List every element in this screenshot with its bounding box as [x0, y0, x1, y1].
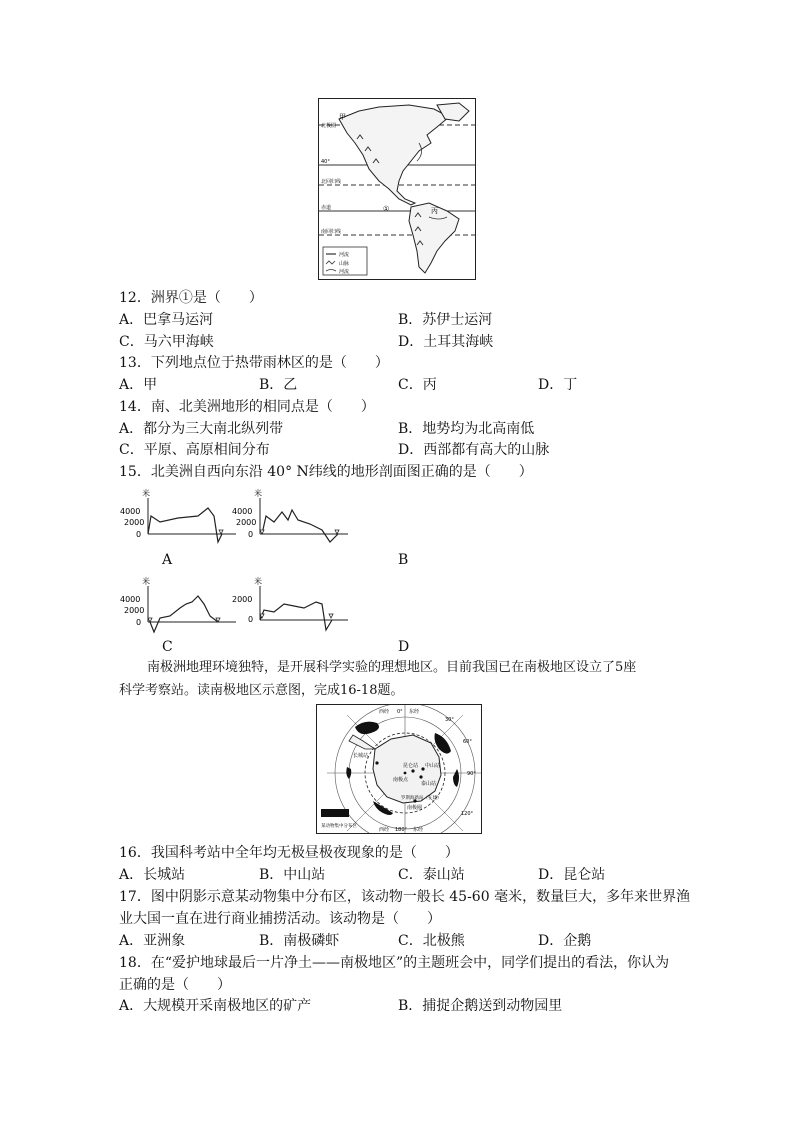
legend-label-1: 河流: [339, 252, 350, 258]
profile-b-letter[interactable]: B: [398, 552, 409, 568]
profile-d-unit: 米: [254, 577, 262, 586]
profile-c-tick-2000: 2000: [124, 606, 145, 615]
antarctica-map-drawing: [317, 705, 481, 833]
label-kunlun: 昆仑站: [403, 763, 419, 769]
profile-a-tick-4000: 4000: [120, 507, 141, 516]
profile-c: [118, 574, 238, 634]
label-east-top: 东经: [409, 709, 420, 715]
q14-option-b[interactable]: B．地势均为北高南低: [398, 421, 535, 437]
label-zhongshan: 中山站: [425, 763, 441, 769]
profile-b-tick-2000: 2000: [236, 518, 257, 527]
label-180: 180°: [395, 827, 408, 833]
q12-stem: 12．洲界①是（ ）: [119, 290, 263, 306]
q13-option-c[interactable]: C．丙: [398, 377, 437, 393]
intro-line-1: 南极洲地理环境独特，是开展科学实验的理想地区。目前我国已在南极地区设立了5座: [147, 660, 637, 675]
q16-option-a[interactable]: A．长城站: [119, 867, 186, 883]
profile-d-tick-0: 0: [248, 615, 254, 624]
q17-option-c[interactable]: C．北极熊: [398, 933, 465, 949]
q17-stem-line-1: 17．图中阴影示意某动物集中分布区，该动物一般长 45-60 毫米，数量巨大，多年来世界渔: [119, 889, 691, 905]
q14-option-a[interactable]: A．都分为三大南北纵列带: [119, 421, 284, 437]
label-60: 60°: [463, 739, 472, 745]
q16-stem: 16．我国科考站中全年均无极昼极夜现象的是（ ）: [119, 845, 459, 861]
antarctica-map: [316, 704, 482, 834]
label-antarctic-circle: 南极圈: [407, 805, 423, 811]
label-boundary-1: ①: [383, 205, 390, 213]
profile-a-tick-2000: 2000: [124, 518, 145, 527]
label-changcheng: 长城站: [353, 753, 369, 759]
americas-map: [318, 98, 476, 280]
label-40: 40°: [321, 159, 330, 165]
legend-label-2: 山脉: [339, 261, 350, 267]
q16-option-b[interactable]: B．中山站: [259, 867, 326, 883]
profile-c-tick-4000: 4000: [120, 595, 141, 604]
profile-d-letter[interactable]: D: [398, 639, 410, 655]
profile-a-tick-0: 0: [136, 530, 142, 539]
profile-d-tick-2000: 2000: [232, 595, 253, 604]
label-jia: 甲: [339, 113, 346, 121]
q18-stem-line-2: 正确的是（ ）: [119, 977, 231, 993]
profile-b: [230, 486, 350, 546]
q13-option-a[interactable]: A．甲: [119, 377, 158, 393]
label-equator: 赤道: [321, 205, 332, 211]
q16-option-c[interactable]: C．泰山站: [398, 867, 465, 883]
label-arctic-circle: 北极圈: [321, 123, 337, 129]
q12-option-d[interactable]: D．土耳其海峡: [398, 334, 494, 350]
profile-c-tick-0: 0: [136, 618, 142, 627]
label-30: 30°: [445, 717, 454, 723]
profile-c-unit: 米: [142, 577, 150, 586]
profile-b-unit: 米: [254, 489, 262, 498]
legend-label-3: 河流: [339, 269, 350, 275]
profile-a: [118, 486, 238, 546]
label-taishan: 泰山站: [421, 781, 437, 787]
q18-option-b[interactable]: B．捕捉企鹅送到动物园里: [398, 998, 563, 1014]
q13-option-b[interactable]: B．乙: [259, 377, 298, 393]
profile-c-letter[interactable]: C: [162, 639, 173, 655]
q17-option-a[interactable]: A．亚洲象: [119, 933, 186, 949]
q17-option-b[interactable]: B．南极磷虾: [259, 933, 340, 949]
q18-option-a[interactable]: A．大规模开采南极地区的矿产: [119, 998, 312, 1014]
q14-option-d[interactable]: D．西部都有高大的山脉: [398, 442, 550, 458]
q12-option-a[interactable]: A．巴拿马运河: [119, 312, 214, 328]
q15-stem: 15．北美洲自西向东沿 40° N纬线的地形剖面图正确的是（ ）: [119, 464, 533, 480]
label-bing: 丙: [431, 207, 438, 215]
q16-option-d[interactable]: D．昆仑站: [538, 867, 606, 883]
profile-a-unit: 米: [142, 489, 150, 498]
label-animal-area: 某动物集中分布区: [321, 824, 357, 829]
label-ross-station: 罗斯海新站（在建）: [401, 796, 442, 801]
americas-map-drawing: [319, 99, 475, 279]
label-south-pole: 南极点: [393, 777, 409, 783]
profile-d: [230, 574, 350, 634]
label-tropic-capricorn: 南回归线: [321, 229, 342, 235]
q12-option-c[interactable]: C．马六甲海峡: [119, 334, 214, 350]
label-east-bottom: 东经: [413, 827, 424, 833]
q18-stem-line-1: 18．在“爱护地球最后一片净土——南极地区”的主题班会中，同学们提出的看法，你认为: [119, 955, 670, 971]
profile-a-letter[interactable]: A: [162, 552, 173, 568]
profile-b-tick-0: 0: [248, 530, 254, 539]
label-120: 120°: [461, 811, 474, 817]
label-west-top: 西经: [379, 709, 390, 715]
q14-stem: 14．南、北美洲地形的相同点是（ ）: [119, 399, 375, 415]
q13-option-d[interactable]: D．丁: [538, 377, 578, 393]
q12-option-b[interactable]: B．苏伊士运河: [398, 312, 493, 328]
q17-option-d[interactable]: D．企鹅: [538, 933, 592, 949]
label-90: 90°: [467, 771, 476, 777]
intro-line-2: 科学考察站。读南极地区示意图，完成16-18题。: [119, 683, 404, 698]
label-west-bottom: 西经: [379, 827, 390, 833]
q17-stem-line-2: 业大国一直在进行商业捕捞活动。该动物是（ ）: [119, 911, 441, 927]
label-tropic-cancer: 北回归线: [321, 179, 342, 185]
label-zero: 0°: [397, 709, 403, 715]
q13-stem: 13．下列地点位于热带雨林区的是（ ）: [119, 355, 389, 371]
profile-b-tick-4000: 4000: [232, 507, 253, 516]
q14-option-c[interactable]: C．平原、高原相间分布: [119, 442, 270, 458]
